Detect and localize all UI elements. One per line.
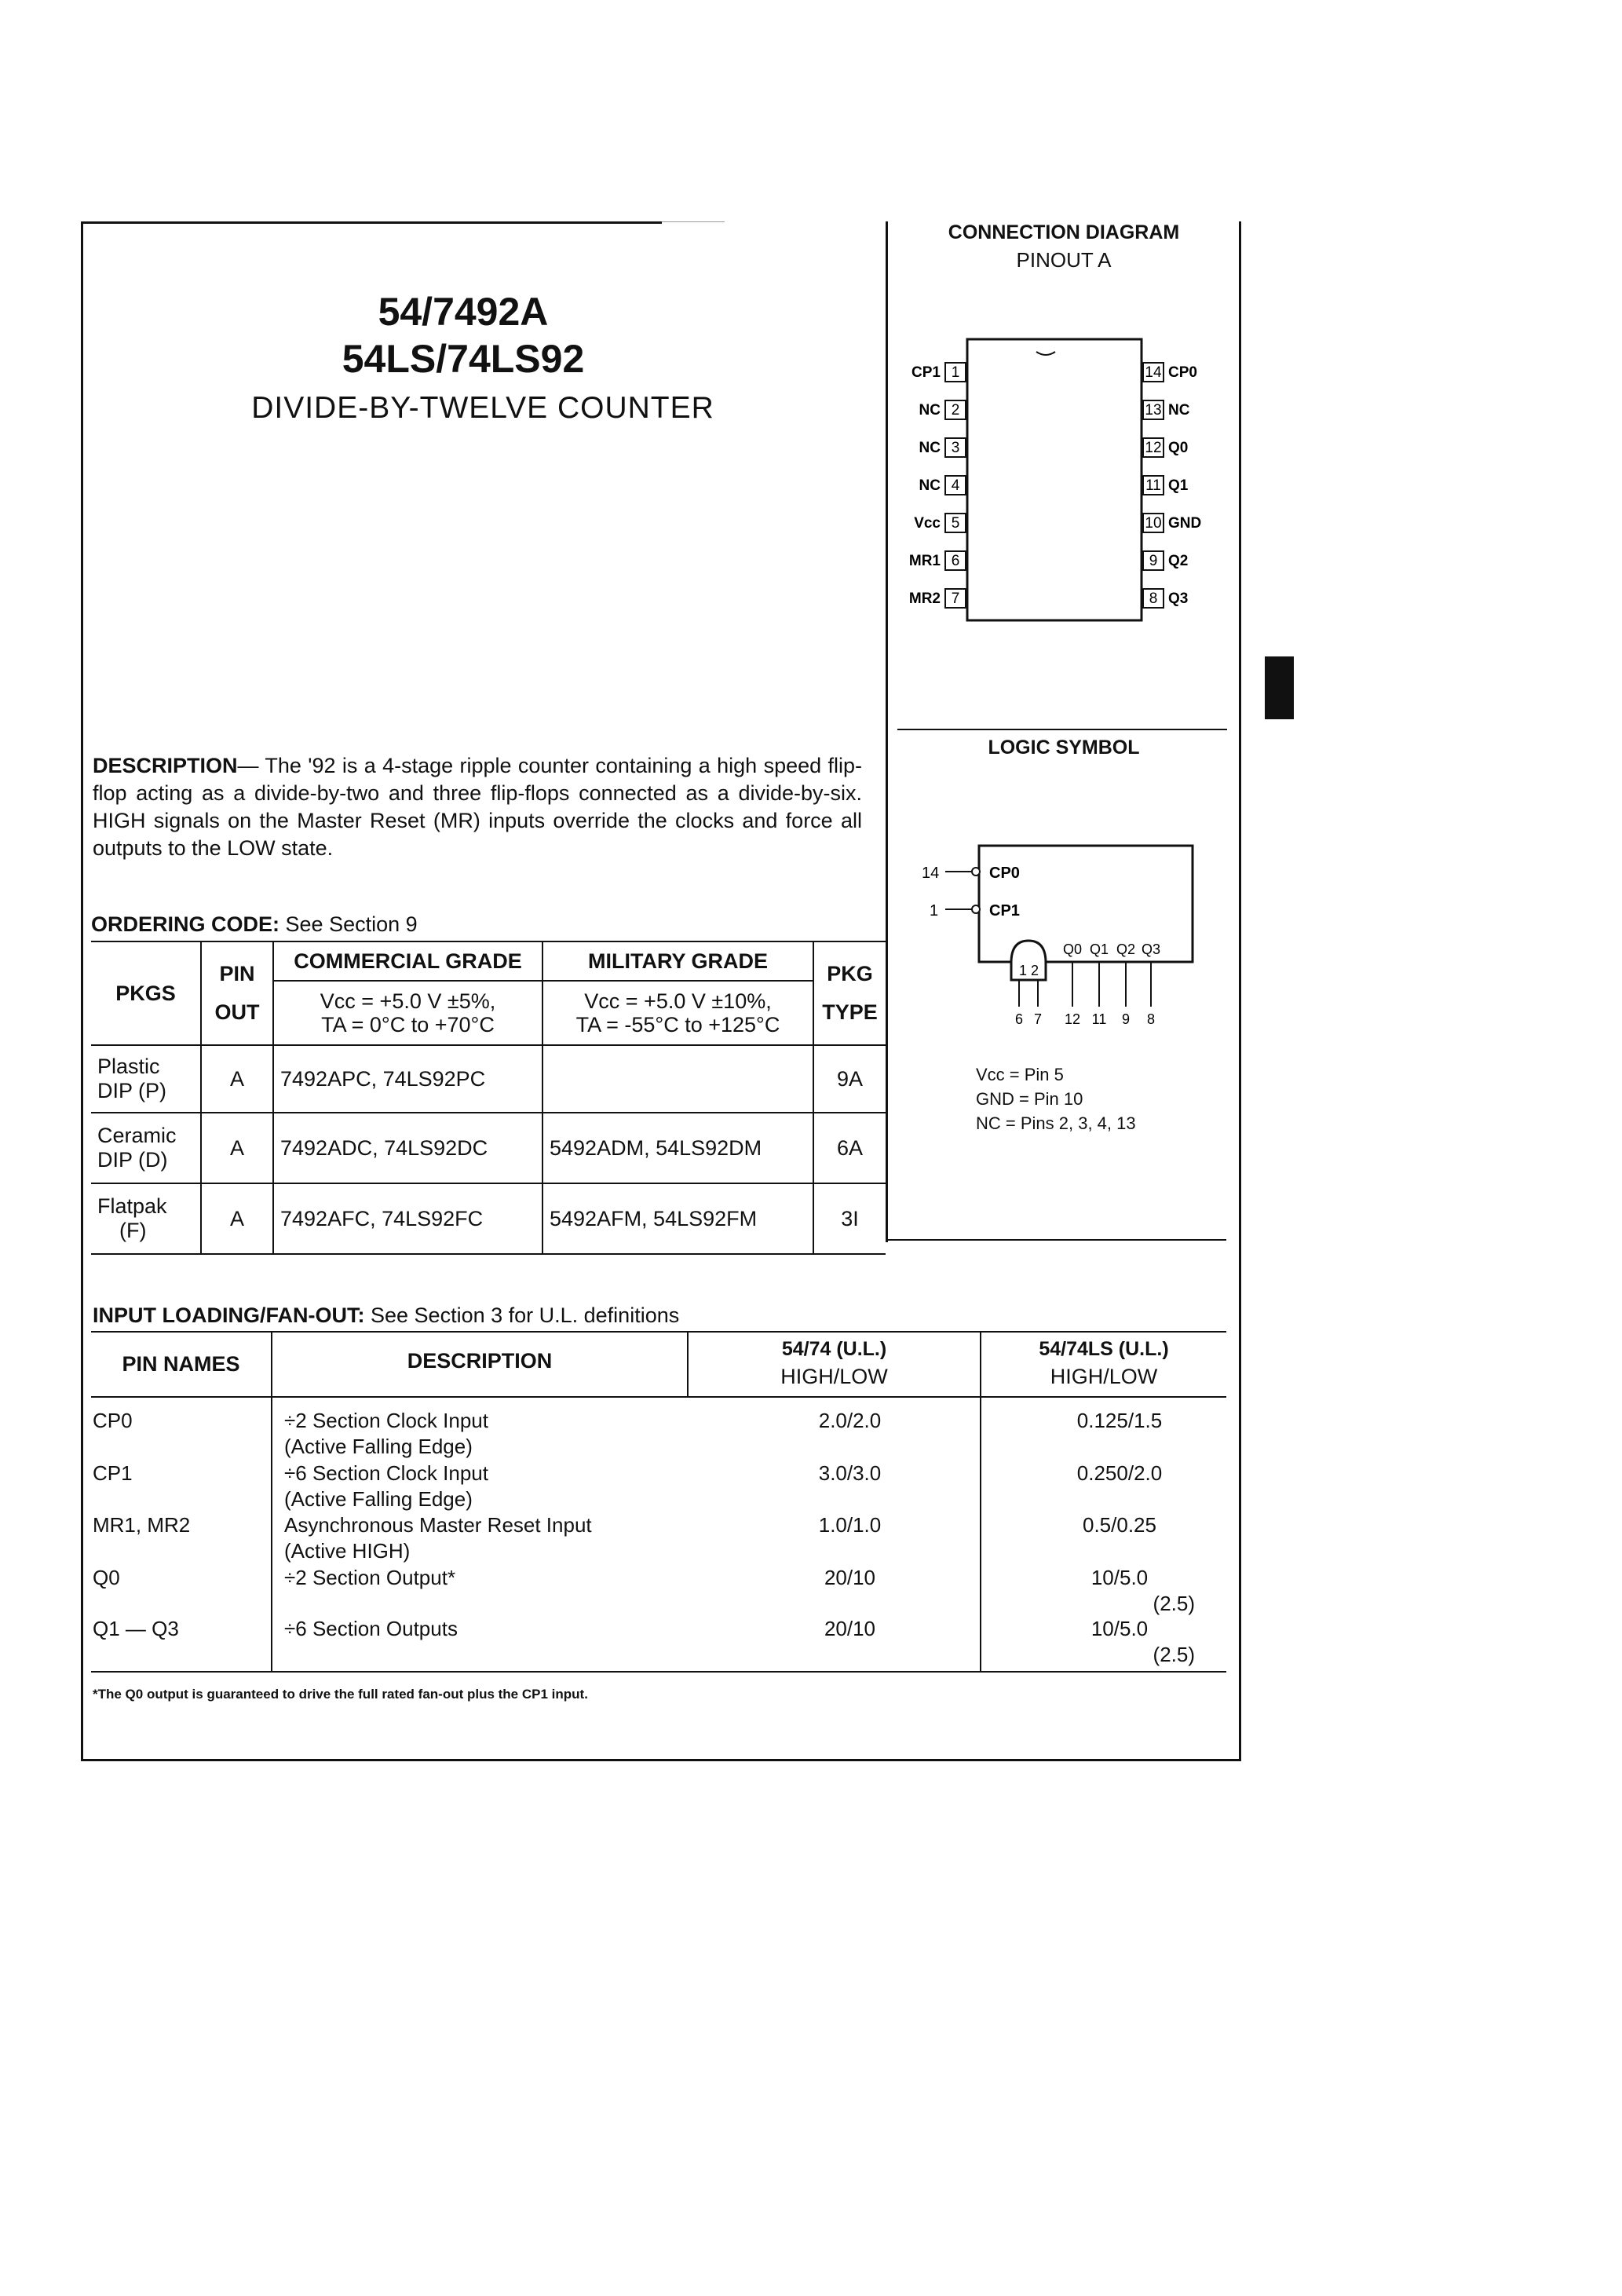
ordering-code-table	[91, 941, 886, 1255]
logic-note-nc: NC = Pins 2, 3, 4, 13	[976, 1113, 1136, 1133]
cp0-label: CP0	[989, 865, 1020, 882]
description-text: — The '92 is a 4-stage ripple counter containing a high speed flip-flop acting as a divide-by-two and three flip-flops connected as a divide-by-six. HIGH signals on the Master Reset (MR) inputs override the clocks and force all outputs to the LOW state.	[93, 754, 862, 860]
logic-symbol-rule	[897, 729, 1227, 730]
pin-out-cell: A	[201, 1183, 273, 1254]
logic-pin-number: 9	[1121, 1011, 1131, 1027]
military-cell: 5492AFM, 54LS92FM	[542, 1183, 813, 1254]
commercial-cell: 7492ADC, 74LS92DC	[273, 1113, 542, 1183]
pkg-type-cell: 6A	[813, 1113, 886, 1183]
fanout-desc-line1: ÷2 Section Output*	[284, 1566, 456, 1589]
left-pin-number: 7	[951, 590, 960, 607]
pkg-code: DIP (P)	[97, 1079, 167, 1102]
header-commercial: COMMERCIAL GRADE	[273, 941, 542, 981]
logic-note-gnd: GND = Pin 10	[976, 1089, 1083, 1109]
left-pin-name: Vcc	[914, 515, 941, 532]
logic-pin-number: 7	[1033, 1011, 1043, 1027]
fanout-col-divider	[271, 1331, 272, 1673]
cp1-pin-number: 1	[930, 902, 939, 919]
fanout-std-value: 2.0/2.0	[818, 1409, 882, 1432]
pkg-code: DIP (D)	[97, 1148, 168, 1172]
logic-output-label: Q2	[1116, 941, 1136, 957]
military-condition-1: Vcc = +5.0 V ±10%,	[584, 989, 772, 1013]
fanout-std-value: 20/10	[824, 1566, 876, 1589]
fanout-header-rule	[91, 1396, 1226, 1398]
logic-pin-number: 12	[1064, 1011, 1081, 1027]
pkg-name: Plastic	[97, 1055, 160, 1078]
header-pkgs: PKGS	[91, 941, 201, 1045]
cp0-pin-number: 14	[922, 865, 940, 882]
fanout-ls-value: 0.5/0.25	[1083, 1513, 1156, 1537]
fanout-header-description: DESCRIPTION	[407, 1349, 553, 1373]
header-pkg-type-1: PKG	[827, 962, 873, 985]
logic-symbol-diagram	[911, 832, 1225, 1060]
pin-out-cell: A	[201, 1045, 273, 1113]
logic-symbol-title: LOGIC SYMBOL	[988, 737, 1140, 759]
pin-out-cell: A	[201, 1113, 273, 1183]
left-pin-number: 3	[951, 440, 960, 456]
pkg-type-cell: 9A	[813, 1045, 886, 1113]
right-pin-number: 12	[1145, 440, 1162, 456]
right-pin-number: 9	[1149, 553, 1158, 569]
right-pin-name: NC	[1168, 402, 1190, 419]
pkg-code: (F)	[119, 1219, 147, 1242]
ordering-row	[91, 1183, 886, 1254]
fanout-desc-line2: (Active HIGH)	[284, 1539, 411, 1563]
section-edge-tab	[1265, 656, 1294, 719]
header-pin-out	[201, 941, 273, 1045]
military-cell	[542, 1045, 813, 1113]
ordering-code-ref: See Section 9	[285, 912, 418, 936]
logic-note-vcc: Vcc = Pin 5	[976, 1065, 1064, 1084]
fanout-pin-name: CP1	[93, 1461, 133, 1485]
left-pin-name: MR2	[908, 590, 941, 607]
fanout-pin-name: CP0	[93, 1409, 133, 1432]
ordering-header-row	[91, 941, 886, 981]
fanout-pin-name: Q0	[93, 1566, 120, 1589]
ic-package-body	[967, 339, 1142, 620]
right-pin-number: 10	[1145, 515, 1162, 532]
left-pin-number: 4	[951, 477, 960, 494]
fanout-header-pin-names: PIN NAMES	[122, 1352, 240, 1376]
logic-output-label: Q0	[1062, 941, 1083, 957]
commercial-conditions	[273, 981, 542, 1045]
commercial-cell: 7492AFC, 74LS92FC	[273, 1183, 542, 1254]
pkg-name: Flatpak	[97, 1194, 167, 1218]
right-pin-number: 14	[1145, 364, 1162, 381]
fanout-std-value: 20/10	[824, 1617, 876, 1640]
fanout-footnote: *The Q0 output is guaranteed to drive the full rated fan-out plus the CP1 input.	[93, 1687, 588, 1702]
header-pkg-type	[813, 941, 886, 1045]
fanout-desc-line1: ÷6 Section Clock Input	[284, 1461, 488, 1485]
fanout-heading	[93, 1303, 679, 1328]
pkg-name: Ceramic	[97, 1124, 177, 1147]
right-pin-number: 8	[1149, 590, 1158, 607]
ordering-code-heading	[91, 912, 418, 937]
header-pin-out-1: PIN	[219, 962, 255, 985]
right-pin-name: Q3	[1168, 590, 1189, 607]
military-condition-2: TA = -55°C to +125°C	[575, 1013, 780, 1036]
fanout-ref: See Section 3 for U.L. definitions	[371, 1303, 680, 1327]
frame-top-rule	[81, 221, 662, 224]
header-pkg-type-2: TYPE	[822, 1000, 878, 1024]
cp1-label: CP1	[989, 902, 1020, 919]
left-pin-number: 2	[951, 402, 960, 419]
left-pin-number: 6	[951, 553, 960, 569]
fanout-ls-value: 0.250/2.0	[1076, 1461, 1163, 1485]
commercial-cell: 7492APC, 74LS92PC	[273, 1045, 542, 1113]
military-conditions	[542, 981, 813, 1045]
column-divider	[886, 221, 888, 1242]
right-pin-name: CP0	[1168, 364, 1197, 381]
logic-pin-number: 8	[1146, 1011, 1156, 1027]
connection-diagram-title: CONNECTION DIAGRAM	[948, 221, 1180, 243]
fanout-ls-value-2: (2.5)	[1153, 1643, 1195, 1666]
fanout-desc-line1: ÷6 Section Outputs	[284, 1617, 458, 1640]
fanout-ls-value: 10/5.0	[1090, 1566, 1149, 1589]
fanout-desc-line2: (Active Falling Edge)	[284, 1487, 473, 1511]
ordering-code-label: ORDERING CODE:	[91, 912, 280, 936]
description-paragraph	[93, 752, 862, 862]
connection-diagram	[895, 330, 1233, 628]
fanout-desc-line1: Asynchronous Master Reset Input	[284, 1513, 592, 1537]
pkg-cell	[91, 1183, 201, 1254]
right-pin-name: Q0	[1168, 440, 1189, 456]
fanout-header-ls: 54/74LS (U.L.)	[1039, 1338, 1169, 1360]
fanout-top-rule	[91, 1331, 1226, 1333]
fanout-header-std: 54/74 (U.L.)	[781, 1338, 887, 1360]
logic-output-label: Q1	[1089, 941, 1109, 957]
mr-gate-inputs: 1 2	[1019, 963, 1039, 978]
fanout-label: INPUT LOADING/FAN-OUT:	[93, 1303, 365, 1327]
header-military: MILITARY GRADE	[542, 941, 813, 981]
right-pin-name: Q1	[1168, 477, 1189, 494]
left-pin-name: NC	[919, 477, 941, 494]
right-pin-name: Q2	[1168, 553, 1189, 569]
logic-output-label: Q3	[1141, 941, 1161, 957]
left-pin-name: NC	[919, 440, 941, 456]
fanout-bottom-rule	[91, 1671, 1226, 1673]
ordering-row	[91, 1113, 886, 1183]
frame-bottom-rule	[81, 1759, 1241, 1761]
left-pin-number: 1	[951, 364, 960, 381]
frame-right-rule	[1239, 221, 1241, 1760]
right-pin-number: 13	[1145, 402, 1162, 419]
frame-top-rule-light	[662, 221, 725, 222]
commercial-condition-1: Vcc = +5.0 V ±5%,	[320, 989, 496, 1013]
left-pin-name: NC	[919, 402, 941, 419]
fanout-ls-value-2: (2.5)	[1153, 1592, 1195, 1615]
logic-pin-number: 11	[1091, 1011, 1107, 1027]
fanout-ls-value: 0.125/1.5	[1076, 1409, 1163, 1432]
pkg-cell	[91, 1045, 201, 1113]
part-number-title-ls: 54LS/74LS92	[342, 337, 585, 381]
left-pin-number: 5	[951, 515, 960, 532]
logic-pin-number: 6	[1014, 1011, 1024, 1027]
ordering-row	[91, 1045, 886, 1113]
commercial-condition-2: TA = 0°C to +70°C	[321, 1013, 495, 1036]
part-number-title: 54/7492A	[378, 290, 549, 334]
fanout-desc-line2: (Active Falling Edge)	[284, 1435, 473, 1458]
left-pin-name: MR1	[908, 553, 941, 569]
cp0-inversion-bubble	[972, 868, 980, 876]
fanout-ls-value: 10/5.0	[1090, 1617, 1149, 1640]
description-label: DESCRIPTION	[93, 754, 238, 777]
left-pin-name: CP1	[911, 364, 941, 381]
military-cell: 5492ADM, 54LS92DM	[542, 1113, 813, 1183]
header-pin-out-2: OUT	[214, 1000, 260, 1024]
pkg-cell	[91, 1113, 201, 1183]
right-pin-number: 11	[1145, 477, 1161, 494]
fanout-std-value: 1.0/1.0	[818, 1513, 882, 1537]
fanout-desc-line1: ÷2 Section Clock Input	[284, 1409, 488, 1432]
frame-left-rule	[81, 221, 83, 1760]
fanout-pin-name: MR1, MR2	[93, 1513, 191, 1537]
right-pin-name: GND	[1168, 515, 1202, 532]
fanout-header-ls-hl: HIGH/LOW	[1050, 1365, 1158, 1388]
connection-diagram-subtitle: PINOUT A	[1016, 248, 1112, 272]
device-subtitle: DIVIDE-BY-TWELVE COUNTER	[251, 391, 714, 425]
fanout-std-value: 3.0/3.0	[818, 1461, 882, 1485]
pkg-type-cell: 3I	[813, 1183, 886, 1254]
cp1-inversion-bubble	[972, 905, 980, 913]
fanout-pin-name: Q1 — Q3	[93, 1617, 179, 1640]
right-column-bottom-rule	[886, 1239, 1226, 1241]
fanout-header-std-hl: HIGH/LOW	[780, 1365, 888, 1388]
